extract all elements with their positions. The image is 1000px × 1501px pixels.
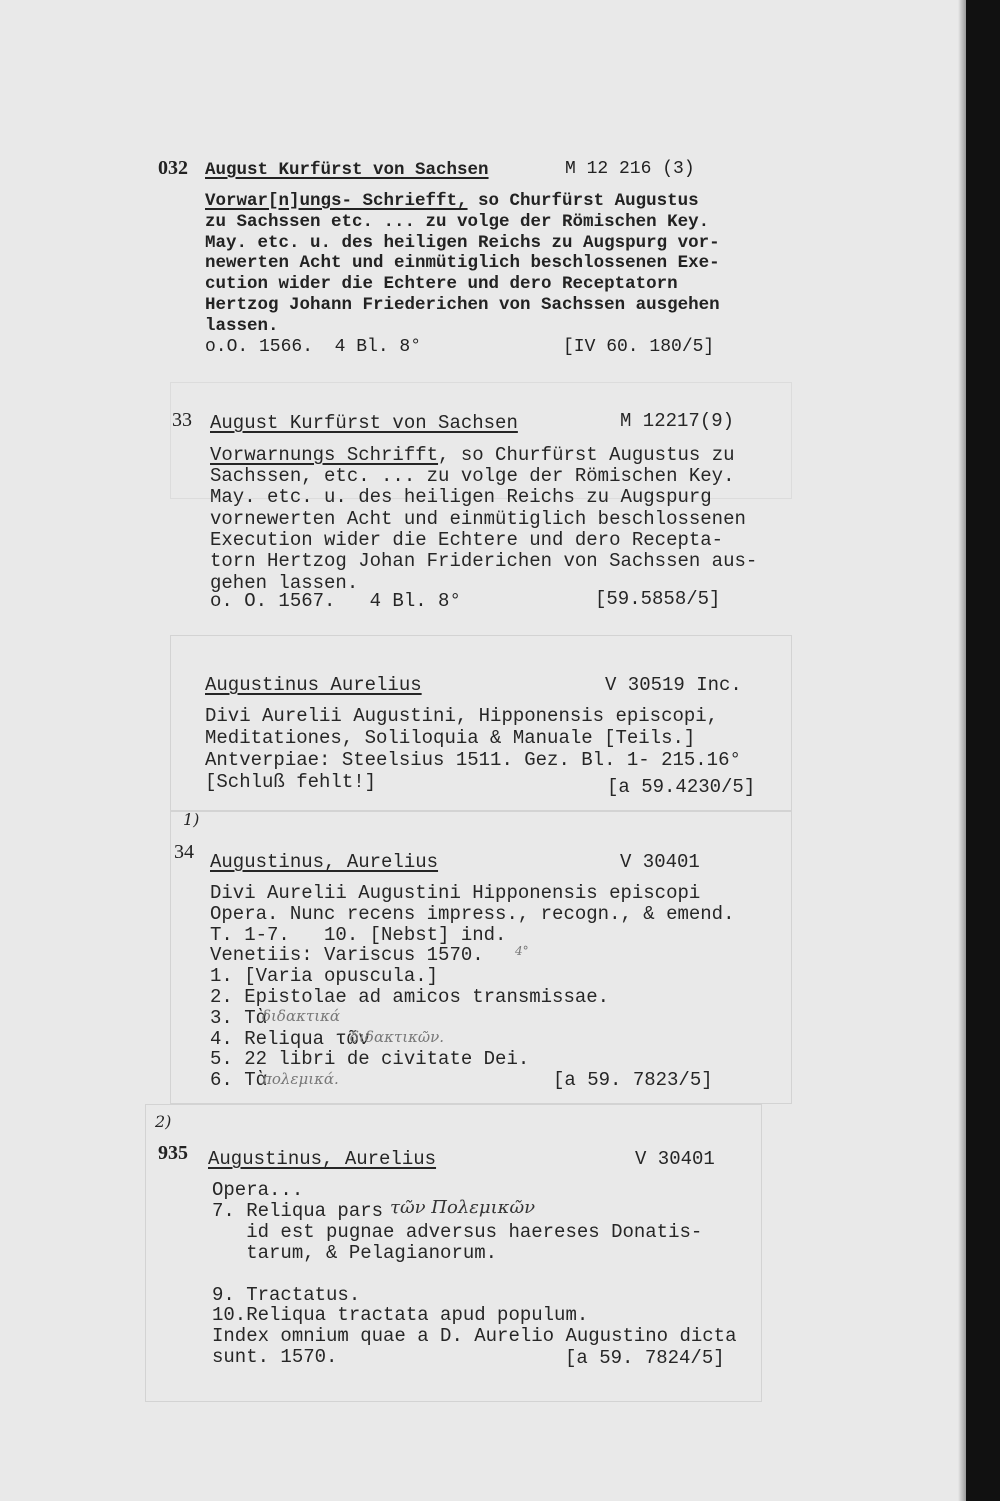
page-edge-shadow [958, 0, 966, 1501]
shelfmark: M 12 216 (3) [565, 159, 695, 179]
card-line: Opera. Nunc recens impress., recogn., & emend. [210, 902, 735, 925]
card-line: 7. Reliqua pars [212, 1199, 384, 1222]
card-line: sunt. 1570. [212, 1346, 338, 1369]
card-line: 1. [Varia opuscula.] [210, 965, 439, 988]
card-line: gehen lassen. [210, 571, 359, 594]
shelfmark: V 30401 [620, 851, 700, 873]
handwritten-greek: διδακτικά [262, 1007, 341, 1025]
call-number: [a 59. 7824/5] [565, 1347, 725, 1369]
handwritten-note: 1) [183, 810, 200, 829]
handwritten-greek: πολεμικά. [262, 1070, 339, 1088]
title-rest: , so Churfürst Augustus zu [438, 444, 735, 466]
card-line: Meditationes, Soliloquia & Manuale [Teils.] [205, 727, 696, 749]
scan-border [966, 0, 1000, 1501]
card-line: 6. Τὰ [210, 1069, 268, 1092]
card-line: 2. Epistolae ad amicos transmissae. [210, 986, 610, 1008]
card-line: cution wider die Echtere und dero Receptatorn [205, 274, 678, 295]
title-line [205, 193, 699, 211]
entry-heading: Augustinus Aurelius [205, 674, 422, 696]
imprint: o.O. 1566. 4 Bl. 8° [205, 337, 422, 357]
card-line: Index omnium quae a D. Aurelio Augustino dicta [212, 1325, 737, 1348]
card-line: 5. 22 libri de civitate Dei. [210, 1048, 530, 1071]
entry-heading: Augustinus, Aurelius [208, 1148, 437, 1170]
call-number: [a 59. 7823/5] [553, 1069, 713, 1091]
card-line: T. 1-7. 10. [Nebst] ind. [210, 923, 507, 946]
card-line: Divi Aurelii Augustini, Hipponensis episcopi, [205, 705, 719, 727]
card-line: zu Sachssen etc. ... zu volge der Römischen Key. [205, 212, 710, 232]
card-line: Venetiis: Variscus 1570. [210, 944, 484, 967]
title: Vorwarnungs Schrifft [210, 444, 439, 466]
card-line: Antverpiae: Steelsius 1511. Gez. Bl. 1- 215.16° [205, 749, 741, 771]
shelfmark: M 12217(9) [620, 410, 735, 432]
card-line: Hertzog Johann Friederichen von Sachssen ausgehen [205, 294, 720, 315]
entry-number: 935 [158, 1142, 188, 1164]
card-line: May. etc. u. des heiligen Reichs zu Augspurg vor- [205, 232, 720, 253]
card-line: [Schluß fehlt!] [205, 771, 377, 793]
card-line: 3. Τὰ [210, 1006, 268, 1029]
card-line: 4. Reliqua τῶν [210, 1027, 370, 1050]
card-line: Opera... [212, 1179, 304, 1201]
card-line: torn Hertzog Johan Friderichen von Sachssen aus- [210, 550, 758, 573]
card-line: tarum, & Pelagianorum. [212, 1241, 498, 1264]
handwritten-greek: τῶν Πολεμικῶν [390, 1197, 536, 1218]
call-number: [59.5858/5] [595, 588, 721, 610]
card-line: Sachssen, etc. ... zu volge der Römischen Key. [210, 465, 735, 487]
title-rest: so Churfürst Augustus [467, 191, 699, 211]
call-number: [IV 60. 180/5] [563, 337, 715, 357]
title: Vorwar[n]ungs- Schriefft, [205, 191, 468, 211]
entry-heading: August Kurfürst von Sachsen [205, 160, 489, 180]
call-number: [a 59.4230/5] [607, 776, 756, 798]
card-line: id est pugnae adversus haereses Donatis- [212, 1220, 703, 1243]
card-line: 9. Tractatus. [212, 1283, 361, 1306]
entry-number: 33 [172, 409, 192, 431]
card-line: lassen. [205, 315, 279, 336]
entry-heading: Augustinus, Aurelius [210, 851, 439, 873]
card-line: Divi Aurelii Augustini Hipponensis episcopi [210, 882, 701, 904]
card-line: vornewerten Acht und einmütiglich beschlossenen [210, 507, 746, 530]
card-line: newerten Acht und einmütiglich beschlossenen Exe- [205, 253, 720, 274]
shelfmark: V 30519 Inc. [605, 674, 742, 696]
entry-number: 34 [174, 841, 194, 863]
card-line: 10.Reliqua tractata apud populum. [212, 1304, 589, 1327]
shelfmark: V 30401 [635, 1148, 715, 1170]
entry-heading: August Kurfürst von Sachsen [210, 412, 518, 434]
handwritten-greek: διδακτικῶν. [350, 1028, 445, 1046]
handwritten-format: 4° [515, 944, 529, 958]
title-line [210, 446, 735, 465]
handwritten-note: 2) [155, 1112, 172, 1131]
card-line: May. etc. u. des heiligen Reichs zu Augspurg [210, 486, 712, 509]
entry-number: 032 [158, 157, 188, 179]
imprint: o. O. 1567. 4 Bl. 8° [210, 590, 461, 612]
card-line: Execution wider die Echtere und dero Recepta- [210, 528, 724, 551]
